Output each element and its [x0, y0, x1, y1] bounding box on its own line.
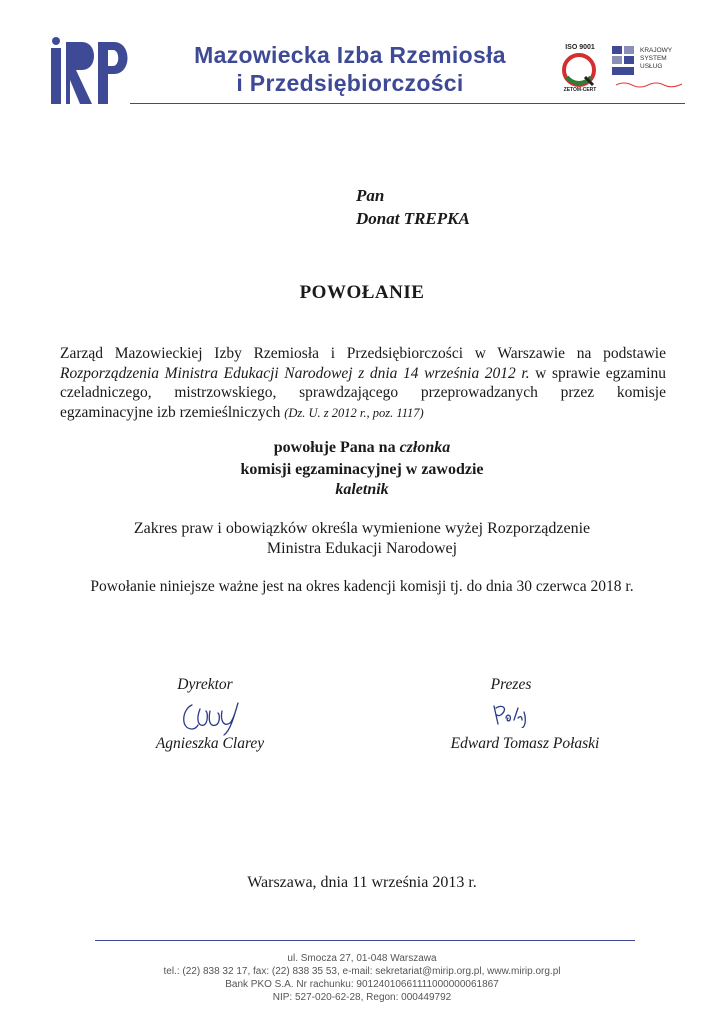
- footer-bank: Bank PKO S.A. Nr rachunku: 90124010661111000000061867: [225, 979, 499, 990]
- footer-contact: tel.: (22) 838 32 17, fax: (22) 838 35 53, e-mail: sekretariat@mirip.org.pl, www.mirip.org.pl: [163, 966, 561, 977]
- ksu-logo-icon: [612, 46, 636, 76]
- journal-reference: (Dz. U. z 2012 r., poz. 1117): [284, 405, 424, 420]
- footer-tax-ids: NIP: 527-020-62-28, Regon: 000449792: [272, 992, 452, 1003]
- profession: kaletnik: [335, 481, 389, 498]
- irp-logo: [48, 36, 136, 106]
- ksu-text-line2: SYSTEM: [640, 55, 667, 62]
- footer-address: ul. Smocza 27, 01-048 Warszawa: [287, 953, 437, 964]
- signature-right: [488, 700, 538, 728]
- organization-name-line2: i Przedsiębiorczości: [236, 70, 464, 96]
- ksu-text-line3: USŁUG: [640, 63, 663, 70]
- signature-left: [178, 695, 250, 737]
- document-title: POWOŁANIE: [299, 282, 425, 303]
- appointment-line2: komisji egzaminacyjnej w zawodzie: [240, 461, 484, 478]
- regulation-title: Rozporządzenia Ministra Edukacji Narodowej z dnia 14 września 2012 r.: [60, 364, 530, 382]
- body-text-part1: Zarząd Mazowieckiej Izby Rzemiosła i Przedsiębiorczości w Warszawie na podstawie: [60, 345, 666, 362]
- validity-statement: Powołanie niniejsze ważne jest na okres kadencji komisji tj. do dnia 30 czerwca 2018 r.: [90, 578, 634, 595]
- body-text-part2: w sprawie egzaminu czeladniczego, mistrzowskiego, sprawdzającego przeprowadzanych przez komisje egzaminacyjne izb rzemieślniczych: [60, 364, 667, 421]
- signatory-right-role: Prezes: [490, 676, 532, 693]
- body-paragraph: [60, 344, 666, 423]
- recipient-title: Pan: [356, 186, 385, 205]
- place-and-date: Warszawa, dnia 11 września 2013 r.: [247, 874, 477, 891]
- certifier-name: ZETOM-CERT: [563, 87, 597, 93]
- ksu-text-line1: KRAJOWY: [640, 47, 673, 54]
- recipient-name: Donat TREPKA: [356, 209, 470, 228]
- appointment-line1: [0, 439, 724, 457]
- signatory-left-role: Dyrektor: [177, 676, 233, 693]
- scope-line2: Ministra Edukacji Narodowej: [266, 540, 458, 557]
- signatory-left-name: Agnieszka Clarey: [155, 735, 265, 752]
- scope-line1: Zakres praw i obowiązków określa wymienione wyżej Rozporządzenie: [133, 520, 591, 537]
- appointment-role: członka: [399, 439, 451, 456]
- ksu-tagline-scribble-icon: [612, 80, 686, 88]
- organization-name-line1: Mazowiecka Izba Rzemiosła: [194, 42, 506, 68]
- appointment-text: powołuje Pana na: [273, 439, 400, 456]
- header-divider: [130, 103, 685, 104]
- iso-label: ISO 9001: [565, 44, 595, 51]
- footer-divider: [95, 940, 635, 941]
- iso-certificate-seal-icon: [557, 53, 601, 87]
- signatory-right-name: Edward Tomasz Połaski: [450, 735, 600, 752]
